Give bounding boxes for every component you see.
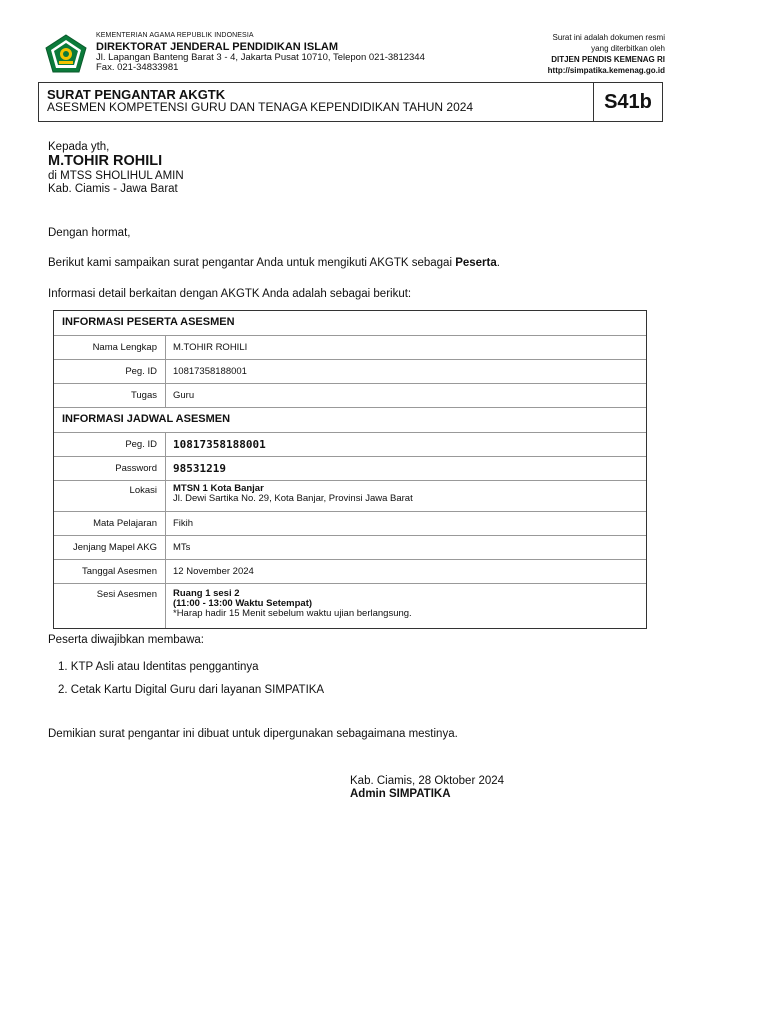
letter-title: SURAT PENGANTAR AKGTK (47, 87, 226, 102)
row-value: MTs (173, 542, 191, 553)
row-label: Peg. ID (54, 360, 166, 383)
table-row (54, 536, 646, 560)
schedule-section-title: INFORMASI JADWAL ASESMEN (54, 408, 646, 433)
row-value: 10817358188001 (173, 366, 247, 377)
note-issuer: DITJEN PENDIS KEMENAG RI (551, 55, 665, 64)
letter-subtitle: ASESMEN KOMPETENSI GURU DAN TENAGA KEPENDIDIKAN TAHUN 2024 (47, 100, 474, 114)
session-room: Ruang 1 sesi 2 (173, 588, 240, 599)
row-value: 12 November 2024 (173, 566, 254, 577)
intro-role: Peserta (455, 257, 497, 269)
intro-text: Berikut kami sampaikan surat pengantar Anda untuk mengikuti AKGTK sebagai (48, 257, 456, 269)
row-value: Fikih (173, 518, 194, 529)
session-time: (11:00 - 13:00 Waktu Setempat) (173, 598, 313, 609)
document-note (485, 32, 665, 76)
directorate-name: DIREKTORAT JENDERAL PENDIDIKAN ISLAM (96, 41, 339, 53)
table-row (54, 433, 646, 457)
intro-paragraph (48, 256, 500, 270)
row-label: Mata Pelajaran (54, 512, 166, 535)
recipient-name: M.TOHIR ROHILI (48, 153, 163, 169)
salutation: Dengan hormat, (48, 227, 131, 239)
peg-id-value: 10817358188001 (173, 438, 266, 451)
detail-intro: Informasi detail berkaitan dengan AKGTK Anda adalah sebagai berikut: (48, 288, 412, 300)
location-name: MTSN 1 Kota Banjar (173, 483, 264, 494)
office-address: Jl. Lapangan Banteng Barat 3 - 4, Jakarta Pusat 10710, Telepon 021-3812344 (96, 52, 425, 63)
recipient-region: Kab. Ciamis - Jawa Barat (48, 183, 178, 195)
row-label: Password (54, 457, 166, 480)
location-value (166, 481, 646, 511)
row-label: Tugas (54, 384, 166, 407)
table-row (54, 584, 646, 628)
intro-end: . (496, 257, 500, 269)
row-label: Lokasi (54, 481, 166, 511)
table-row (54, 512, 646, 536)
row-label: Sesi Asesmen (54, 584, 166, 628)
table-row (54, 384, 646, 408)
location-address: Jl. Dewi Sartika No. 29, Kota Banjar, Provinsi Jawa Barat (173, 493, 413, 504)
recipient-institution: di MTSS SHOLIHUL AMIN (48, 170, 184, 182)
table-row (54, 360, 646, 384)
row-label: Jenjang Mapel AKG (54, 536, 166, 559)
title-box (38, 82, 663, 122)
participant-section-title: INFORMASI PESERTA ASESMEN (54, 311, 646, 336)
list-item: 1. KTP Asli atau Identitas penggantinya (58, 661, 259, 673)
table-row (54, 457, 646, 481)
table-row (54, 560, 646, 584)
password-value: 98531219 (173, 462, 226, 475)
session-note: *Harap hadir 15 Menit sebelum waktu ujian berlangsung. (173, 608, 412, 619)
list-item: 2. Cetak Kartu Digital Guru dari layanan SIMPATIKA (58, 684, 325, 696)
row-label: Tanggal Asesmen (54, 560, 166, 583)
session-value (166, 584, 646, 628)
row-label: Nama Lengkap (54, 336, 166, 359)
note-url: http://simpatika.kemenag.go.id (547, 66, 665, 75)
greeting: Kepada yth, (48, 141, 110, 153)
office-fax: Fax. 021-34833981 (96, 62, 179, 73)
row-value: Guru (173, 390, 195, 401)
letterhead-text (96, 31, 496, 73)
requirements-intro: Peserta diwajibkan membawa: (48, 634, 204, 646)
form-code: S41b (593, 83, 662, 121)
note-line-1: Surat ini adalah dokumen resmi (552, 33, 665, 42)
signature-place-date: Kab. Ciamis, 28 Oktober 2024 (350, 775, 505, 787)
closing-paragraph: Demikian surat pengantar ini dibuat untuk dipergunakan sebagaimana mestinya. (48, 728, 458, 740)
letterhead (45, 31, 665, 76)
ministry-name: KEMENTERIAN AGAMA REPUBLIK INDONESIA (96, 32, 254, 39)
info-table (53, 310, 647, 629)
note-line-2: yang diterbitkan oleh (591, 44, 665, 53)
row-value: M.TOHIR ROHILI (173, 342, 248, 353)
kemenag-logo-icon (45, 34, 87, 74)
table-row (54, 481, 646, 512)
signature-name: Admin SIMPATIKA (350, 788, 451, 800)
row-label: Peg. ID (54, 433, 166, 456)
table-row (54, 336, 646, 360)
